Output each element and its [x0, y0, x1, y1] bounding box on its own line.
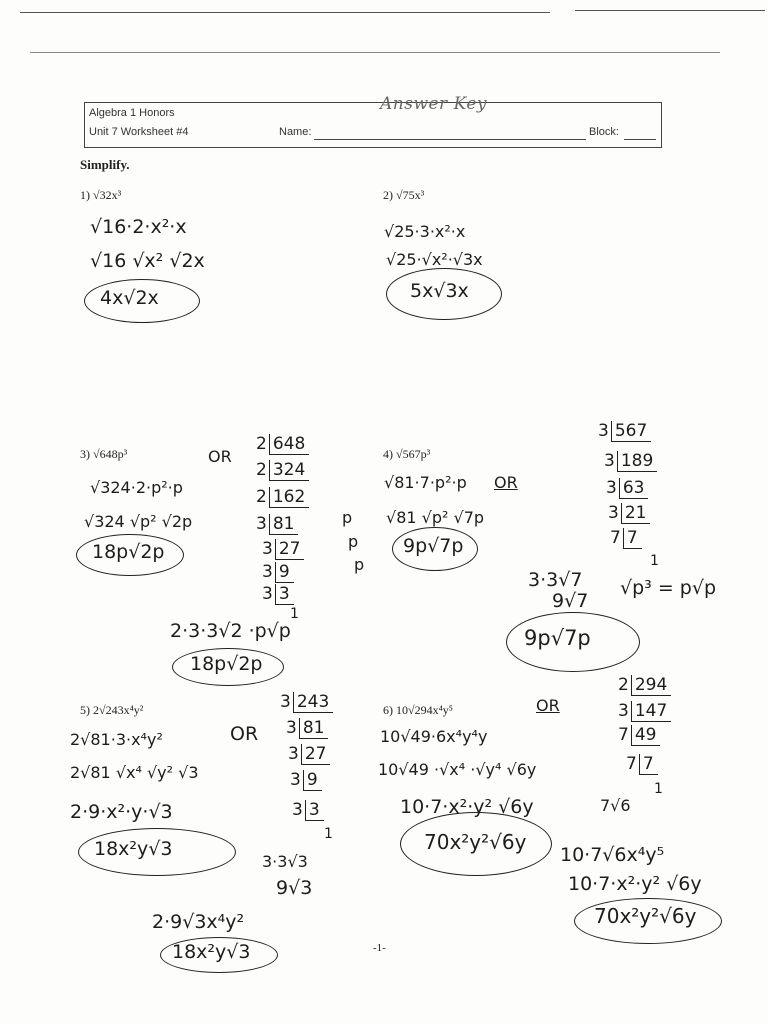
work-step: 10·7·x²·y² √6y — [400, 796, 534, 818]
worksheet-title: Unit 7 Worksheet #4 — [89, 126, 189, 138]
factor-tree-row: 3 9 — [262, 562, 294, 582]
or-label: OR — [208, 447, 232, 466]
work-step: √25·3·x²·x — [384, 222, 466, 241]
p-mark: p — [354, 555, 365, 574]
or-label: OR — [494, 473, 518, 492]
work-step: √16 √x² √2x — [90, 250, 205, 272]
factor-tree-row: 2 324 — [256, 460, 309, 480]
work-step: 2√81·3·x⁴y² — [70, 730, 163, 749]
problem-5 — [80, 703, 143, 718]
factor-tree-row: 3 21 — [608, 503, 650, 523]
side-note: √p³ = p√p — [620, 577, 717, 599]
factor-tree-row: 3 27 — [288, 744, 330, 764]
block-field-line[interactable] — [624, 139, 656, 140]
course-title: Algebra 1 Honors — [89, 107, 175, 119]
factor-tree-row: 7 7 — [626, 754, 658, 774]
factor-tree-row: 3 81 — [286, 718, 328, 738]
or-label: OR — [230, 723, 259, 745]
problem-label: 3) — [80, 447, 90, 461]
work-step: √25·√x²·√3x — [386, 250, 483, 269]
problem-expression: √75x³ — [396, 188, 425, 202]
alt-answer: 18p√2p — [190, 653, 263, 675]
factor-tree-end: 1 — [290, 606, 299, 622]
problem-label: 2) — [383, 188, 393, 202]
work-step: √324 √p² √2p — [84, 512, 193, 531]
instruction: Simplify. — [80, 157, 130, 172]
page-number: -1- — [373, 942, 386, 954]
factor-tree-row: 7 7 — [610, 528, 642, 548]
factor-tree-row: 2 162 — [256, 487, 309, 507]
name-label: Name: — [279, 126, 312, 138]
factor-tree-row: 3 3 — [262, 584, 294, 604]
problem-label: 5) — [80, 703, 90, 717]
problem-label: 4) — [383, 447, 393, 461]
work-step: √81 √p² √7p — [386, 508, 485, 527]
alt-work-step: 3·3√3 — [262, 852, 308, 871]
factor-tree-row: 3 243 — [280, 692, 333, 712]
factor-tree-row: 3 567 — [598, 421, 651, 441]
work-step: 10√49 ·√x⁴ ·√y⁴ √6y — [378, 760, 537, 779]
work-step: 2√81 √x⁴ √y² √3 — [70, 763, 199, 782]
problem-6 — [383, 703, 453, 718]
alt-work-step: 10·7·x²·y² √6y — [568, 873, 702, 895]
answer: 70x²y²√6y — [424, 830, 527, 854]
factor-tree-row: 2 294 — [618, 675, 671, 695]
scan-edge-line — [30, 52, 720, 53]
answer: 9p√7p — [403, 535, 464, 557]
scan-edge-line — [575, 10, 765, 11]
problem-label: 1) — [80, 188, 90, 202]
work-step: √16·2·x²·x — [90, 216, 187, 238]
factor-tree-row: 7 49 — [618, 725, 660, 745]
work-step: 10√49·6x⁴y⁴y — [380, 727, 488, 746]
alt-work-step: 9√7 — [552, 590, 589, 612]
alt-answer: 18x²y√3 — [172, 941, 251, 963]
problem-expression: 10√294x⁴y⁵ — [396, 703, 453, 717]
alt-answer: 70x²y²√6y — [594, 904, 697, 928]
problem-expression: √32x³ — [93, 188, 122, 202]
scan-edge-line — [20, 12, 550, 13]
problem-expression: √567p³ — [396, 447, 431, 461]
factor-tree-row: 3 147 — [618, 701, 671, 721]
factor-tree-row: 2 648 — [256, 434, 309, 454]
factor-tree-row: 3 63 — [606, 478, 648, 498]
problem-3 — [80, 447, 127, 462]
problem-label: 6) — [383, 703, 393, 717]
alt-work-step: 10·7√6x⁴y⁵ — [560, 844, 665, 866]
work-step: √81·7·p²·p — [384, 473, 467, 492]
alt-work-step: 2·3·3√2 ·p√p — [170, 620, 291, 642]
problem-expression: √648p³ — [93, 447, 128, 461]
factor-tree-end: 1 — [654, 781, 663, 797]
name-field-line[interactable] — [314, 139, 586, 140]
p-mark: p — [348, 532, 359, 551]
alt-work-step: 9√3 — [276, 877, 313, 899]
factor-tree-row: 3 189 — [604, 451, 657, 471]
work-step: 2·9·x²·y·√3 — [70, 801, 173, 823]
answer: 18x²y√3 — [94, 838, 173, 860]
alt-work-step: 2·9√3x⁴y² — [152, 911, 245, 933]
p-mark: p — [342, 508, 353, 527]
factor-tree-row: 3 3 — [292, 800, 324, 820]
alt-work-step: 7√6 — [600, 796, 631, 815]
answer: 5x√3x — [410, 280, 469, 302]
problem-4 — [383, 447, 430, 462]
answer: 18p√2p — [92, 541, 165, 563]
answer: 4x√2x — [100, 287, 159, 309]
alt-answer: 9p√7p — [524, 626, 591, 650]
factor-tree-end: 1 — [650, 553, 659, 569]
factor-tree-row: 3 9 — [290, 770, 322, 790]
answer-key-handwritten: Answer Key — [380, 94, 487, 114]
problem-expression: 2√243x⁴y² — [93, 703, 144, 717]
alt-work-step: 3·3√7 — [528, 569, 583, 591]
work-step: √324·2·p²·p — [90, 478, 183, 497]
factor-tree-row: 3 81 — [256, 514, 298, 534]
factor-tree-row: 3 27 — [262, 539, 304, 559]
block-label: Block: — [589, 126, 619, 138]
or-label: OR — [536, 696, 560, 715]
problem-2 — [383, 188, 424, 203]
factor-tree-end: 1 — [324, 826, 333, 842]
problem-1 — [80, 188, 121, 203]
